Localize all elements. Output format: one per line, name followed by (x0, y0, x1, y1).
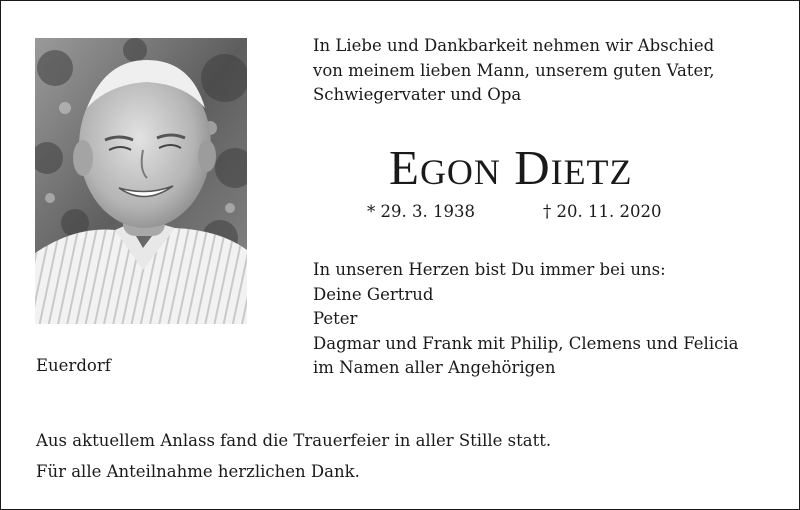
name-first-rest: GON (419, 152, 501, 192)
intro-line: von meinem lieben Mann, unserem guten Vater, (313, 60, 715, 80)
family-line: Dagmar und Frank mit Philip, Clemens und Felicia (313, 333, 739, 353)
family-line: Peter (313, 309, 358, 328)
place-name: Euerdorf (36, 356, 111, 375)
name-last-initial: D (514, 140, 551, 195)
name-last-rest: IETZ (550, 152, 633, 192)
intro-text (313, 34, 715, 108)
footer-line: Für alle Anteilnahme herzlichen Dank. (36, 462, 360, 481)
birth-date: * 29. 3. 1938 (367, 202, 475, 221)
portrait-photo (35, 38, 247, 324)
family-line: In unseren Herzen bist Du immer bei uns: (313, 260, 666, 279)
family-line: im Namen aller Angehörigen (313, 358, 556, 377)
death-date: † 20. 11. 2020 (543, 202, 662, 221)
deceased-name (389, 140, 633, 200)
name-first-initial: E (389, 140, 420, 195)
footer-line: Aus aktuellem Anlass fand die Trauerfeier in aller Stille statt. (36, 431, 552, 450)
family-text (313, 258, 738, 381)
intro-line: Schwiegervater und Opa (313, 85, 522, 104)
family-line: Deine Gertrud (313, 284, 434, 304)
footer-text (36, 425, 551, 487)
intro-line: In Liebe und Dankbarkeit nehmen wir Abschied (313, 36, 715, 55)
